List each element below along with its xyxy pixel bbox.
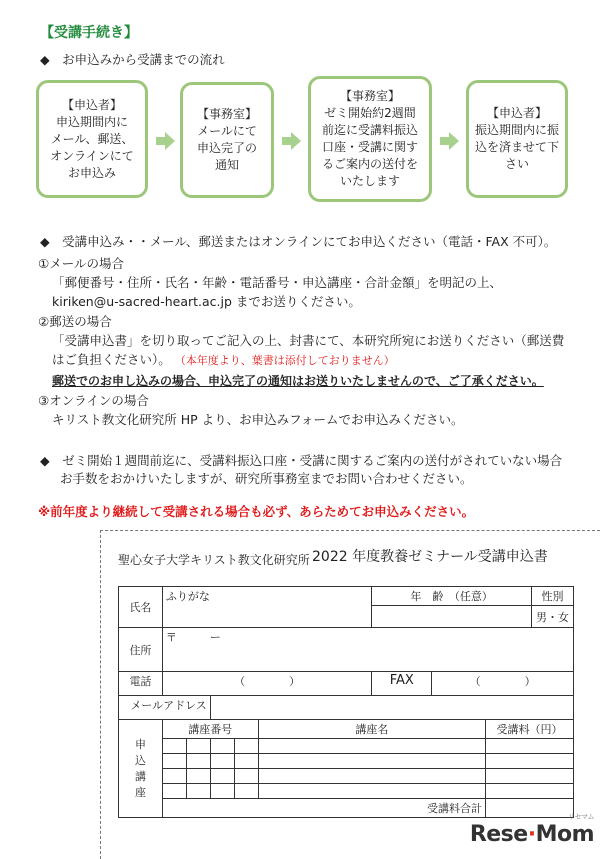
warning-text: ※前年度より継続して受講される場合も必ず、あらためてお申込みください。 [38,504,475,519]
gender-label: 性別 [531,587,573,606]
postcard-note: （本年度より、葉書は添付しておりません） [174,354,395,367]
course-number-cell[interactable] [186,754,210,769]
post-line-1: 「受講申込書」を切り取ってご記入の上、封書にて、本研究所宛にお送りください（郵送費 [52,333,565,348]
section-heading: 【受講手続き】 [40,25,138,41]
course-number-cell[interactable] [234,739,258,754]
flow-box-line: 通知 [214,158,239,172]
post-line-2-text: はご負担ください）。 [52,352,171,367]
course-number-cell[interactable] [210,769,234,784]
age-field[interactable] [372,606,532,628]
course-name-cell[interactable] [258,754,485,769]
flow-box-applicant-2 [466,80,568,198]
flow-box-line: さい [504,157,529,171]
fee-cell[interactable] [486,754,574,769]
age-label: 年 齢 （任意） [372,587,532,606]
mail-line-2: kiriken@u-sacred-heart.ac.jp までお送りください。 [52,294,361,309]
flow-box-line: 申込期間内に [55,114,128,129]
address-label: 住所 [119,628,163,672]
fee-cell[interactable] [486,769,574,784]
cut-line-top [100,530,600,531]
cut-line-left [100,530,101,859]
logo-dot: · [527,822,536,847]
total-label: 受講料合計 [162,799,485,818]
flow-box-line: メール、郵送、 [50,131,134,146]
course-number-cell[interactable] [162,739,186,754]
notice-line-2: お手数をおかけいたしますが、研究所事務室までお問い合わせください。 [60,471,473,486]
apply-label-char: 申 [134,737,146,751]
postal-code-mark: 〒 ー [165,631,221,644]
apply-label-char: 込 [134,753,146,767]
mail-title: ①メールの場合 [38,256,124,271]
flow-box-line: 【事務室】 [196,107,257,121]
flow-box-line: 口座・受講に関す [321,140,418,154]
course-name-label: 講座名 [258,720,485,739]
post-notice: 郵送でのお申し込みの場合、申込完了の通知はお送りいたしませんので、ご了承ください。 [52,374,544,388]
flow-box-line: 【申込者】 [486,106,547,120]
flow-box-line: 【事務室】 [339,89,400,103]
fax-label: FAX [372,672,432,696]
email-field[interactable] [210,696,573,720]
form-org-name: 聖心女子大学キリスト教文化研究所 [118,553,310,567]
method-title: ◆ 受講申込み・・メール、郵送またはオンラインにてお申込ください（電話・FAX 不可）。 [40,234,557,249]
course-number-cell[interactable] [186,739,210,754]
flow-box-office-2 [308,76,432,202]
course-name-cell[interactable] [258,769,485,784]
gender-options[interactable]: 男・女 [531,606,573,628]
name-label: 氏名 [119,587,163,628]
flow-box-line: 【申込者】 [61,97,122,112]
course-number-cell[interactable] [210,754,234,769]
flow-box-line: 申込完了の [196,141,257,155]
course-number-cell[interactable] [186,769,210,784]
course-number-cell[interactable] [234,754,258,769]
flow-box-line: ゼミ開始約2週間 [324,106,416,120]
post-line-2 [52,352,395,369]
logo-text-a: Rese [469,822,528,847]
post-title: ②郵送の場合 [38,314,112,329]
application-form-table [118,586,574,818]
fee-cell[interactable] [486,784,574,799]
flow-box-line: 前迄に受講料振込 [321,123,418,137]
address-field[interactable] [162,628,573,672]
flow-box-office-1 [180,82,274,198]
total-field[interactable] [486,799,574,818]
course-number-cell[interactable] [162,754,186,769]
course-number-cell[interactable] [210,739,234,754]
fee-label: 受講料（円） [486,720,574,739]
notice-line-1: ◆ ゼミ開始１週間前迄に、受講料振込口座・受講に関するご案内の送付がされていない場合 [40,453,563,468]
fax-field[interactable] [432,672,574,696]
fax-parens: （ ） [469,675,536,688]
course-number-cell[interactable] [162,784,186,799]
course-number-cell[interactable] [234,784,258,799]
flow-box-line: 込を済ませて下 [474,140,559,154]
flow-title: ◆ お申込みから受講までの流れ [40,52,225,67]
logo-text-b: Mom [535,822,594,847]
form-title: 2022 年度教養ゼミナール受講申込書 [312,549,548,565]
course-number-cell[interactable] [186,784,210,799]
flow-box-line: いたします [339,174,400,188]
online-line-1: キリスト教文化研究所 HP より、お申込みフォームでお申込みください。 [52,412,464,427]
phone-field[interactable] [162,672,371,696]
apply-course-label [119,720,163,818]
course-number-cell[interactable] [162,769,186,784]
fee-cell[interactable] [486,739,574,754]
furigana-field[interactable] [162,587,371,628]
course-number-label: 講座番号 [162,720,258,739]
flow-box-line: るご案内の送付を [321,157,418,171]
mail-line-1: 「郵便番号・住所・氏名・年齢・電話番号・申込講座・合計金額」を明記の上、 [52,275,503,290]
flow-box-applicant-1 [36,80,148,198]
phone-parens: （ ） [234,675,301,688]
furigana-label: ふりがな [165,590,210,603]
flow-box-line: メールにて [197,124,257,138]
apply-label-char: 講 [134,769,146,783]
phone-label: 電話 [119,672,163,696]
online-title: ③オンラインの場合 [38,393,149,408]
logo-tag: リセマム [568,813,594,821]
course-name-cell[interactable] [258,784,485,799]
flow-box-line: お申込み [67,165,116,180]
flow-box-line: オンラインにて [50,148,134,163]
email-label: メールアドレス [119,696,211,720]
resemom-logo [469,813,594,847]
course-name-cell[interactable] [258,739,485,754]
course-number-cell[interactable] [234,769,258,784]
course-number-cell[interactable] [210,784,234,799]
apply-label-char: 座 [134,785,146,799]
flow-box-line: 振込期間内に振 [474,123,559,137]
